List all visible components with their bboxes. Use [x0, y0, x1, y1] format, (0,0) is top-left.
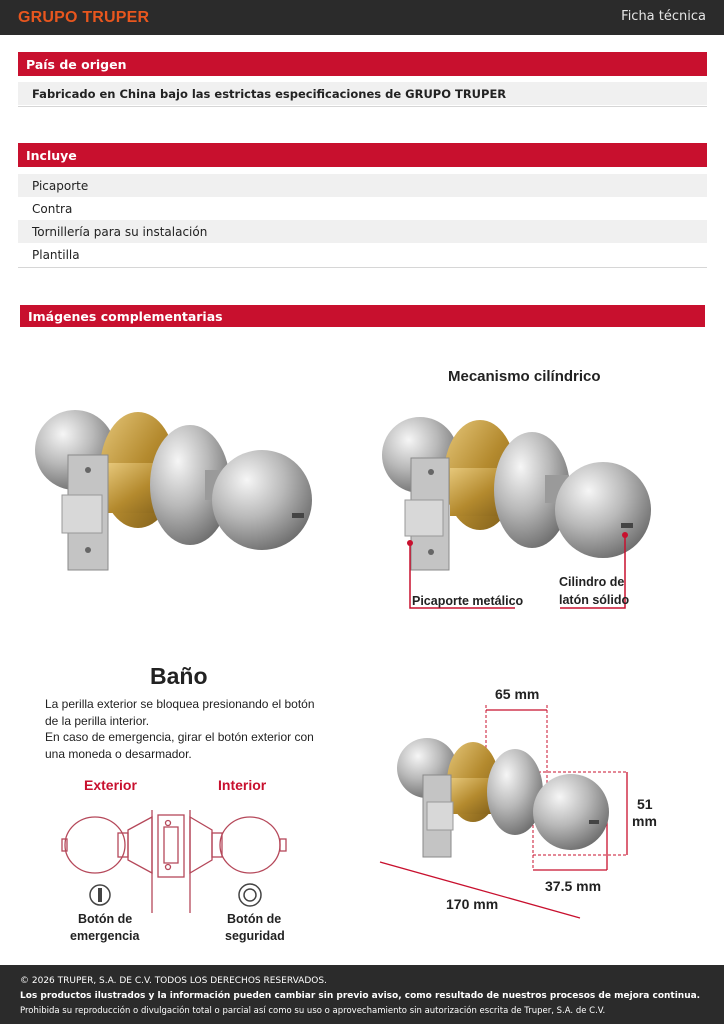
- bath-line: La perilla exterior se bloquea presionando el botón: [45, 697, 315, 711]
- list-item: Picaporte: [18, 174, 707, 197]
- footer-copyright: © 2026 TRUPER, S.A. DE C.V. TODOS LOS DERECHOS RESERVADOS.: [20, 976, 327, 986]
- security-button-label-1: Botón de: [227, 912, 282, 926]
- footer-legal: Prohibida su reproducción o divulgación total o parcial así como su uso o aprovechamiento sin autorización escrita de Truper, S.A. de C.V.: [20, 1006, 606, 1016]
- bath-title: Baño: [150, 663, 208, 689]
- footer-notice: Los productos ilustrados y la información pueden cambiar sin previo aviso, como resultado de nuestros procesos de mejora continua.: [20, 991, 701, 1001]
- list-item: Plantilla: [32, 247, 80, 262]
- list-item: Tornillería para su instalación: [18, 220, 707, 243]
- mechanism-title: Mecanismo cilíndrico: [448, 368, 601, 385]
- latch-label: Picaporte metálico: [412, 594, 524, 608]
- interior-label: Interior: [218, 777, 267, 793]
- divider: [18, 267, 707, 268]
- dimension-51-value: 51: [637, 796, 653, 812]
- bath-line: una moneda o desarmador.: [45, 746, 192, 761]
- dimension-65: 65 mm: [495, 686, 540, 702]
- bath-description: [45, 696, 315, 762]
- top-bar: [0, 0, 724, 35]
- dimension-37-5: 37.5 mm: [545, 878, 602, 894]
- cylinder-label-line1: Cilindro de: [559, 575, 625, 589]
- dimension-170: 170 mm: [446, 896, 499, 912]
- emergency-button-label-2: emergencia: [70, 929, 140, 943]
- lock-image-main: [30, 395, 320, 580]
- origin-text: Fabricado en China bajo las estrictas especificaciones de GRUPO TRUPER: [18, 82, 707, 105]
- bath-line: En caso de emergencia, girar el botón exterior con: [45, 730, 314, 744]
- divider: [18, 106, 707, 107]
- cylinder-label-line2: latón sólido: [559, 593, 630, 607]
- dimension-51-unit: mm: [632, 813, 657, 829]
- lock-image-dimensions: [375, 700, 665, 925]
- bath-line: de la perilla interior.: [45, 713, 150, 728]
- section-header-includes: Incluye: [18, 143, 707, 167]
- list-item: Contra: [32, 201, 73, 216]
- lock-diagram: [60, 795, 290, 915]
- security-button-label-2: seguridad: [225, 929, 285, 943]
- exterior-label: Exterior: [84, 777, 137, 793]
- emergency-button-label-1: Botón de: [78, 912, 133, 926]
- section-header-images: Imágenes complementarias: [20, 305, 705, 327]
- document-type: Ficha técnica: [621, 9, 706, 24]
- brand-logo: GRUPO TRUPER: [18, 9, 150, 26]
- section-header-origin: País de origen: [18, 52, 707, 76]
- footer: [0, 965, 724, 1024]
